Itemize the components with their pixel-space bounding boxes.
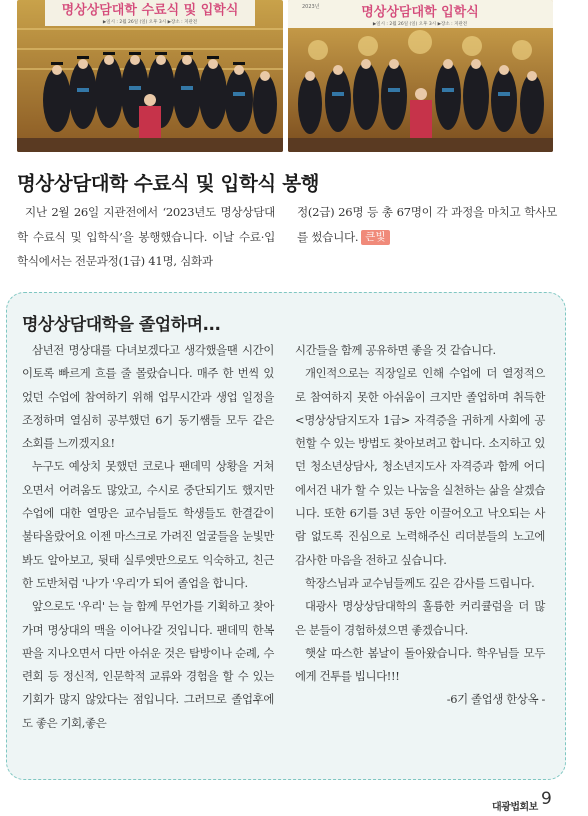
banner-title: 명상상담대학 입학식 — [361, 5, 479, 20]
author-tag: 큰빛 — [361, 230, 389, 245]
ceremony-photo-entrance — [288, 0, 553, 152]
article-column-1: 지난 2월 26일 지관전에서 ‘2023년도 명상상담대학 수료식 및 입학식’을 봉행했습니다. 이날 수료·입학식에서는 전문과정(1급) 41명, 심화과 — [17, 205, 275, 268]
article-text: 정(2급) 26명 등 총 67명이 각 과정을 마치고 학사모를 썼습니다. — [297, 205, 557, 244]
entrance-group-photo — [288, 0, 553, 152]
banner-year: 2023년 — [302, 4, 320, 10]
letter-signature: -6기 졸업생 한상옥 - — [446, 692, 545, 707]
graduation-group-photo — [17, 0, 283, 152]
letter-paragraph: 대광사 명상상담대학의 훌륭한 커리큘럼을 더 많은 분들이 경험하셨으면 좋겠습니다. — [295, 599, 545, 637]
article-headline: 명상상담대학 수료식 및 입학식 봉행 — [17, 172, 320, 195]
letter-column-2 — [295, 339, 545, 712]
letter-column-1 — [22, 339, 274, 735]
letter-paragraph: 햇살 따스한 봄날이 돌아왔습니다. 학우님들 모두에게 건투를 빕니다!!! — [295, 645, 545, 684]
publication-name: 대광법회보 — [492, 802, 538, 813]
letter-paragraph: 삼년전 명상대를 다녀보겠다고 생각했을땐 시간이 이토록 빠르게 흐를 줄 몰랐습니다. 매주 한 번씩 있었던 수업에 참여하기 위해 업무시간과 생업 일정을 조정하며 열심히 공부했던 6기 동기쌤들 모두 같은 소회를 느끼겠지요! — [22, 343, 274, 451]
article-column-2 — [297, 200, 557, 249]
ceremony-photo-graduation — [17, 0, 283, 152]
letter-paragraph: 개인적으로는 직장일로 인해 수업에 더 열정적으로 참여하지 못한 아쉬움이 크지만 졸업하며 취득한 <명상상담지도자 1급> 자격증을 귀하게 사회에 공헌할 수 있는 방법도 찾아보려고 합니다. 소지하고 있던 청소년상담사, 청소년지도사 자격증과 함께 어디에서건 내가 할 수 있는 나눔을 실천하는 삶을 살겠습니다. 또한 6기를 3년 동안 이끌어오고 낙오되는 사람 없도록 진심으로 노력해주신 리더분들의 노고에 감사한 마음을 전하고 싶습니다. — [295, 366, 545, 567]
letter-paragraph: 앞으로도 '우리' 는 늘 함께 무언가를 기획하고 찾아가며 명상대의 맥을 이어나갈 것입니다. 팬데믹 한복판을 지나오면서 다만 아쉬운 것은 탐방이나 순례, 수련회 등 정신적, 인문학적 교류와 경험을 할 수 있는 기회가 많지 않았다는 점입니다. 그러므로 졸업후에도 좋은 기회,좋은 — [22, 599, 274, 730]
letter-title: 명상상담대학을 졸업하며... — [22, 315, 221, 335]
letter-paragraph: 학장스님과 교수님들께도 깊은 감사를 드립니다. — [305, 575, 535, 590]
letter-paragraph: 누구도 예상치 못했던 코로나 팬데믹 상황을 거쳐 오면서 어려움도 많았고, 수시로 중단되기도 했지만 수업에 대한 열망은 교수님들도 학생들도 한결같이 불타올랐어요 이젠 마스크로 가려진 얼굴들을 눈빛만 봐도 알아보고, 뒷태 실루엣만으로도 익숙하고, 친근한 도반처럼 '나'가 '우리'가 되어 졸업을 합니다. — [22, 459, 274, 590]
page-number: 9 — [541, 789, 552, 809]
banner-subtitle: ▶일시 : 2월 26일 (일) 오후 3시 ▶장소 : 지관전 — [372, 22, 468, 27]
banner-title: 명상상담대학 수료식 및 입학식 — [61, 3, 239, 18]
banner-subtitle: ▶일시 : 2월 26일 (일) 오후 3시 ▶장소 : 지관전 — [102, 20, 198, 25]
letter-paragraph: 시간들을 함께 공유하면 좋을 것 같습니다. — [295, 343, 496, 357]
